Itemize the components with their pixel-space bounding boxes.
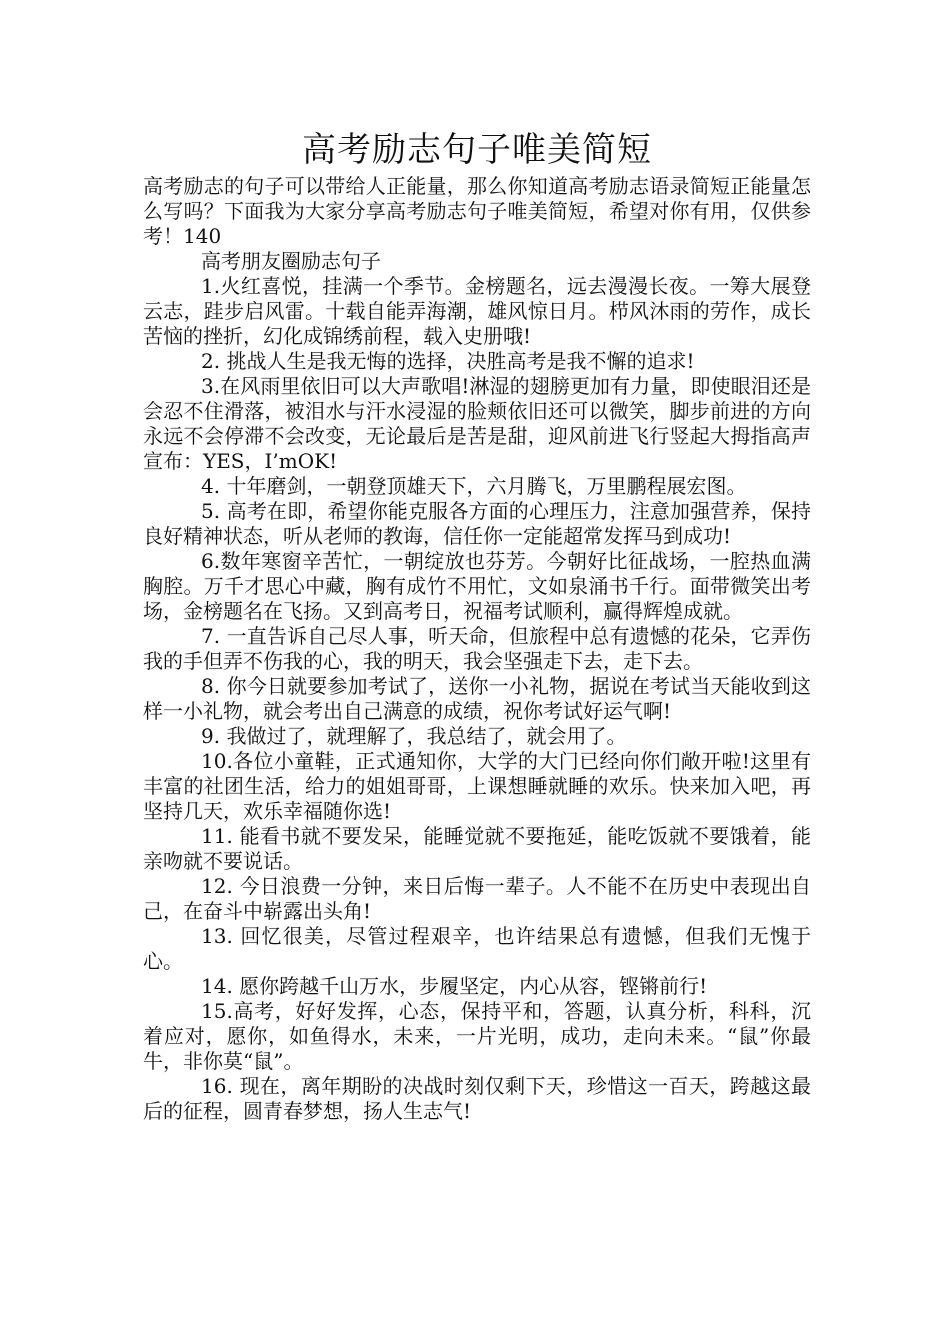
list-item: 16. 现在，离年期盼的决战时刻仅剩下天，珍惜这一百天，跨越这最后的征程，圆青春梦想，扬人生志气! [143, 1074, 811, 1123]
list-item: 1.火红喜悦，挂满一个季节。金榜题名，远去漫漫长夜。一筹大展登云志，跬步启风雷。十载自能弄海潮，雄风惊日月。栉风沐雨的劳作，成长苦恼的挫折，幻化成锦绣前程，载入史册哦! [143, 274, 811, 348]
list-item: 13. 回忆很美，尽管过程艰辛，也许结果总有遗憾，但我们无愧于心。 [143, 924, 811, 973]
list-item: 3.在风雨里依旧可以大声歌唱!淋湿的翅膀更加有力量，即使眼泪还是会忍不住滑落，被泪水与汗水浸湿的脸颊依旧还可以微笑，脚步前进的方向永远不会停滞不会改变，无论最后是苦是甜，迎风前进飞行竖起大拇指高声宣布：YES，I’mOK! [143, 374, 811, 473]
intro-paragraph: 高考励志的句子可以带给人正能量，那么你知道高考励志语录简短正能量怎么写吗？下面我为大家分享高考励志句子唯美简短，希望对你有用，仅供参考！140 [143, 174, 811, 248]
section-heading: 高考朋友圈励志句子 [201, 249, 381, 273]
list-item: 4. 十年磨剑，一朝登顶雄天下，六月腾飞，万里鹏程展宏图。 [201, 474, 747, 498]
list-item: 5. 高考在即，希望你能克服各方面的心理压力，注意加强营养，保持良好精神状态，听从老师的教诲，信任你一定能超常发挥马到成功! [143, 499, 811, 548]
list-item: 10.各位小童鞋，正式通知你，大学的大门已经向你们敞开啦!这里有丰富的社团生活，给力的姐姐哥哥，上课想睡就睡的欢乐。快来加入吧，再坚持几天，欢乐幸福随你选! [143, 749, 811, 823]
list-item: 6.数年寒窗辛苦忙，一朝绽放也芬芳。今朝好比征战场，一腔热血满胸腔。万千才思心中藏，胸有成竹不用忙，文如泉涌书千行。面带微笑出考场，金榜题名在飞扬。又到高考日，祝福考试顺利，赢得辉煌成就。 [143, 549, 811, 623]
list-item: 11. 能看书就不要发呆，能睡觉就不要拖延，能吃饭就不要饿着，能亲吻就不要说话。 [143, 824, 811, 873]
list-item: 7. 一直告诉自己尽人事，听天命，但旅程中总有遗憾的花朵，它弄伤我的手但弄不伤我的心，我的明天，我会坚强走下去，走下去。 [143, 624, 811, 673]
page-title: 高考励志句子唯美简短 [302, 130, 652, 170]
list-item: 2. 挑战人生是我无悔的选择，决胜高考是我不懈的追求! [201, 349, 695, 373]
list-item: 9. 我做过了，就理解了，我总结了，就会用了。 [201, 724, 627, 748]
list-item: 14. 愿你跨越千山万水，步履坚定，内心从容，铿锵前行! [201, 974, 708, 998]
list-item: 12. 今日浪费一分钟，来日后悔一辈子。人不能不在历史中表现出自己，在奋斗中崭露出头角! [143, 874, 811, 923]
list-item: 8. 你今日就要参加考试了，送你一小礼物，据说在考试当天能收到这样一小礼物，就会考出自己满意的成绩，祝你考试好运气啊! [143, 674, 811, 723]
list-item: 15.高考，好好发挥，心态，保持平和，答题，认真分析，科科，沉着应对，愿你，如鱼得水，未来，一片光明，成功，走向未来。“鼠”你最牛，非你莫“鼠”。 [143, 999, 811, 1073]
document-body [143, 128, 811, 1124]
